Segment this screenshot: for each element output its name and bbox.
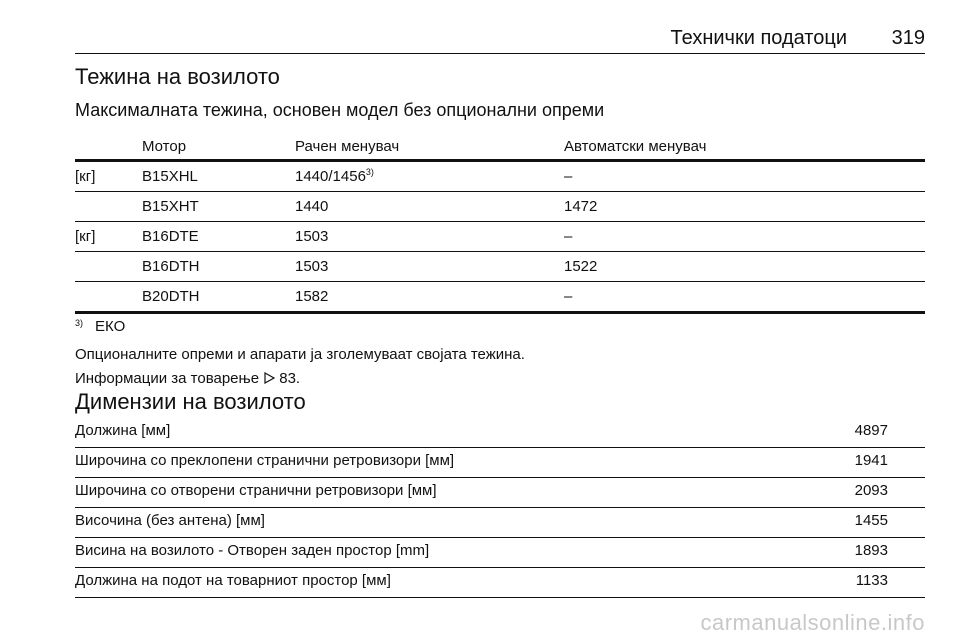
- footnote-text: ЕКО: [95, 318, 126, 335]
- dimension-label: Висина на возилото - Отворен заден простор [mm]: [75, 542, 430, 559]
- table-row: [75, 568, 925, 598]
- dimension-value: 1455: [854, 512, 888, 529]
- table-row: [75, 192, 925, 222]
- dimension-value: 4897: [854, 422, 888, 439]
- reference-page: 83.: [279, 370, 301, 387]
- dimension-label: Должина на подот на товарниот простор [мм]: [75, 572, 391, 589]
- weight-table: [75, 134, 925, 314]
- table-row: [75, 508, 925, 538]
- running-header: [75, 27, 925, 54]
- dimension-value: 1893: [854, 542, 888, 559]
- dimensions-section-title: Димензии на возилото: [75, 389, 306, 414]
- engine-cell: B20DTH: [142, 288, 200, 305]
- manual-cell: [295, 168, 374, 185]
- page-number: 319: [891, 27, 925, 49]
- manual-cell: 1503: [295, 228, 329, 245]
- unit-cell: [кг]: [75, 228, 96, 245]
- engine-cell: B16DTE: [142, 228, 199, 245]
- automatic-cell: –: [564, 168, 573, 185]
- unit-cell: [кг]: [75, 168, 96, 185]
- reference-arrow-icon: [263, 372, 275, 384]
- table-row: [75, 418, 925, 448]
- dimension-label: Широчина со отворени странични ретровизори [мм]: [75, 482, 437, 499]
- col-manual: Рачен менувач: [295, 138, 400, 155]
- engine-cell: B16DTH: [142, 258, 200, 275]
- loading-reference: [75, 370, 300, 387]
- table-row: [75, 252, 925, 282]
- footnote-ref: 3): [365, 167, 374, 177]
- manual-value: 1440/1456: [295, 168, 366, 185]
- col-automatic: Автоматски менувач: [564, 138, 707, 155]
- dimension-value: 1941: [854, 452, 888, 469]
- dimension-value: 1133: [855, 572, 888, 589]
- manual-cell: 1503: [295, 258, 329, 275]
- engine-cell: B15XHL: [142, 168, 198, 185]
- engine-cell: B15XHT: [142, 198, 199, 215]
- table-row: [75, 222, 925, 252]
- reference-text: Информации за товарење: [75, 370, 260, 387]
- table-row: [75, 448, 925, 478]
- dimension-label: Должина [мм]: [75, 422, 171, 439]
- table-row: [75, 478, 925, 508]
- weight-table-header: [75, 134, 925, 162]
- automatic-cell: –: [564, 288, 573, 305]
- site-watermark: carmanualsonline.info: [700, 610, 925, 635]
- weight-section-title: Тежина на возилото: [75, 64, 280, 89]
- page-reference-link[interactable]: [263, 370, 300, 387]
- dimensions-table: [75, 418, 925, 598]
- dimension-label: Височина (без антена) [мм]: [75, 512, 265, 529]
- dimension-value: 2093: [854, 482, 888, 499]
- manual-cell: 1440: [295, 198, 329, 215]
- weight-note: Опционалните опреми и апарати ја зголемуваат својата тежина.: [75, 346, 525, 363]
- col-engine: Мотор: [142, 138, 187, 155]
- footnote: [75, 318, 125, 335]
- automatic-cell: 1522: [564, 258, 598, 275]
- table-row: [75, 162, 925, 192]
- automatic-cell: 1472: [564, 198, 598, 215]
- dimension-label: Широчина со преклопени странични ретровизори [мм]: [75, 452, 455, 469]
- footnote-mark: 3): [75, 318, 84, 328]
- weight-subtitle: Максималната тежина, основен модел без опционални опреми: [75, 100, 605, 120]
- automatic-cell: –: [564, 228, 573, 245]
- table-row: [75, 538, 925, 568]
- chapter-title: Технички податоци: [670, 27, 847, 49]
- table-row: [75, 282, 925, 314]
- manual-cell: 1582: [295, 288, 329, 305]
